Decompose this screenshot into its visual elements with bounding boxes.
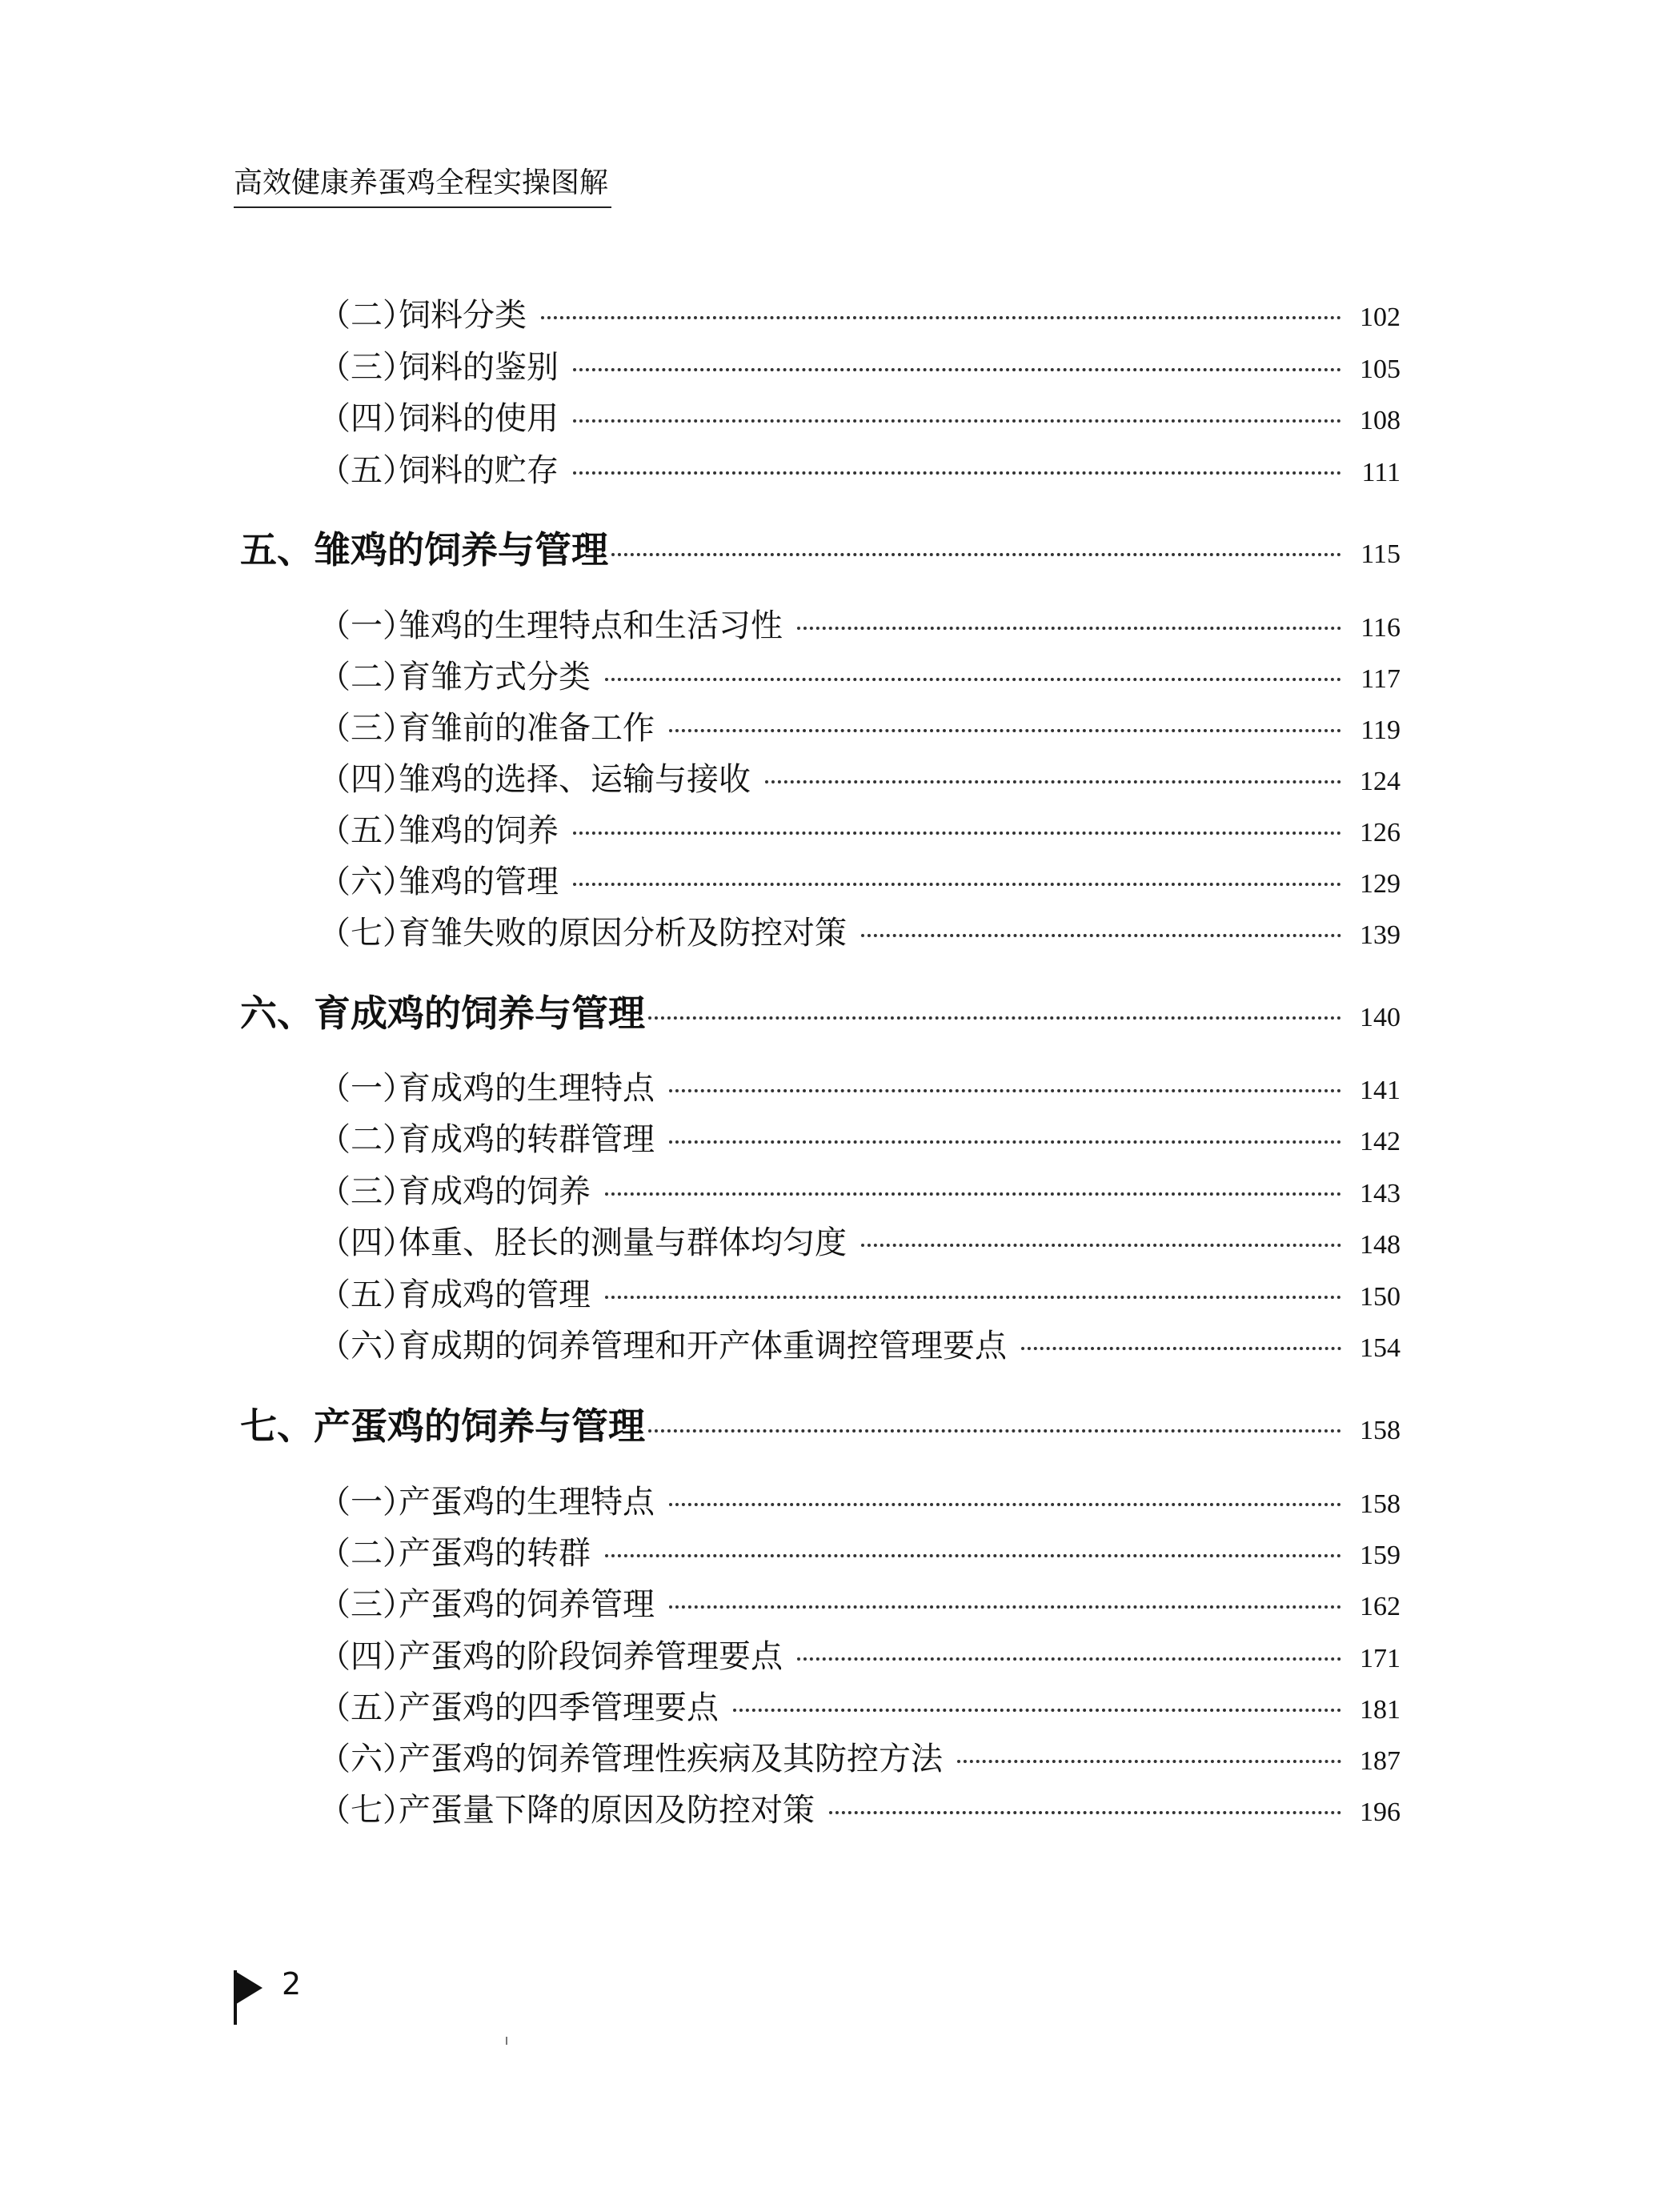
dot-leader (573, 419, 1341, 423)
dot-leader (573, 832, 1341, 835)
dot-leader (605, 1192, 1341, 1196)
toc-entry-number: （四） (319, 1224, 415, 1261)
print-mark (506, 2037, 507, 2045)
toc-entry-page: 162 (1360, 1592, 1401, 1621)
dot-leader (573, 368, 1341, 371)
dot-leader (669, 729, 1341, 732)
toc-entry-page: 187 (1360, 1746, 1401, 1776)
dot-leader (648, 1429, 1341, 1433)
toc-entry-title: 雏鸡的选择、运输与接收 (399, 761, 751, 798)
toc-entry-title: 产蛋鸡的阶段饲养管理要点 (399, 1638, 783, 1675)
toc-section-entry (319, 1477, 1401, 1522)
dot-leader (669, 1605, 1341, 1609)
dot-leader (797, 1657, 1341, 1661)
toc-entry-title: 产蛋鸡的饲养管理性疾病及其防控方法 (399, 1741, 943, 1777)
toc-entry-title: 六、育成鸡的饲养与管理 (240, 992, 645, 1035)
toc-section-entry (319, 1785, 1401, 1830)
toc-entry-title: 七、产蛋鸡的饲养与管理 (240, 1405, 645, 1448)
toc-entry-number: （一） (319, 607, 415, 644)
toc-entry-page: 105 (1360, 355, 1401, 384)
toc-section-entry (319, 1579, 1401, 1625)
toc-entry-number: （四） (319, 761, 415, 798)
toc-section-entry (319, 1631, 1401, 1677)
toc-section-entry (319, 754, 1401, 799)
toc-entry-number: （二） (319, 1121, 415, 1158)
toc-entry-page: 119 (1360, 715, 1401, 745)
toc-entry-number: （三） (319, 1173, 415, 1210)
toc-entry-title: 产蛋量下降的原因及防控对策 (399, 1792, 815, 1829)
dot-leader (829, 1811, 1341, 1814)
toc-entry-page: 148 (1360, 1230, 1401, 1260)
toc-section-entry (319, 805, 1401, 851)
dot-leader (861, 1244, 1341, 1247)
dot-leader (733, 1709, 1341, 1712)
toc-entry-page: 142 (1360, 1127, 1401, 1156)
toc-section-entry (319, 651, 1401, 697)
toc-entry-title: 育雏方式分类 (399, 659, 591, 695)
toc-entry-number: （五） (319, 452, 415, 489)
toc-entry-number: （二） (319, 659, 415, 695)
toc-entry-number: （五） (319, 1276, 415, 1313)
dot-leader (648, 1016, 1341, 1020)
dot-leader (765, 780, 1341, 783)
toc-entry-title: 产蛋鸡的生理特点 (399, 1484, 655, 1521)
toc-entry-title: 育成期的饲养管理和开产体重调控管理要点 (399, 1328, 1007, 1364)
toc-entry-page: 124 (1360, 767, 1401, 796)
toc-entry-title: 饲料的贮存 (399, 452, 559, 489)
toc-section-entry (319, 703, 1401, 748)
toc-entry-title: 产蛋鸡的饲养管理 (399, 1586, 655, 1623)
toc-section-entry (319, 1166, 1401, 1212)
toc-entry-number: （三） (319, 1586, 415, 1623)
toc-entry-title: 饲料的使用 (399, 400, 559, 437)
toc-section-entry (319, 290, 1401, 335)
toc-entry-title: 育雏前的准备工作 (399, 710, 655, 747)
toc-entry-number: （五） (319, 812, 415, 849)
dot-leader (861, 934, 1341, 937)
toc-section-entry (319, 908, 1401, 953)
toc-section-entry (319, 1217, 1401, 1263)
toc-entry-page: 111 (1361, 458, 1401, 487)
toc-section-entry (319, 1733, 1401, 1779)
toc-entry-page: 108 (1360, 406, 1401, 435)
toc-entry-number: （五） (319, 1689, 415, 1726)
toc-entry-title: 五、雏鸡的饲养与管理 (240, 528, 608, 571)
toc-entry-page: 158 (1360, 1416, 1401, 1445)
toc-entry-number: （六） (319, 864, 415, 900)
toc-entry-number: （三） (319, 349, 415, 386)
toc-entry-page: 143 (1360, 1179, 1401, 1208)
dot-leader (605, 1296, 1341, 1299)
toc-entry-title: 产蛋鸡的转群 (399, 1535, 591, 1572)
toc-entry-number: （一） (319, 1484, 415, 1521)
toc-entry-number: （六） (319, 1741, 415, 1777)
toc-entry-page: 139 (1360, 920, 1401, 950)
toc-entry-title: 饲料分类 (399, 297, 527, 334)
toc-entry-title: 育成鸡的转群管理 (399, 1121, 655, 1158)
toc-section-entry (319, 600, 1401, 646)
toc-entry-title: 育成鸡的管理 (399, 1276, 591, 1313)
toc-entry-page: 140 (1360, 1003, 1401, 1032)
toc-entry-number: （四） (319, 1638, 415, 1675)
toc-chapter-entry (240, 1397, 1401, 1450)
running-head: 高效健康养蛋鸡全程实操图解 (234, 163, 611, 208)
dot-leader (669, 1503, 1341, 1506)
toc-entry-number: （三） (319, 710, 415, 747)
toc-entry-title: 育成鸡的饲养 (399, 1173, 591, 1210)
toc-entry-page: 181 (1360, 1695, 1401, 1725)
toc-entry-page: 126 (1360, 818, 1401, 848)
toc-entry-page: 196 (1360, 1797, 1401, 1827)
toc-entry-page: 102 (1360, 303, 1401, 332)
dot-leader (611, 553, 1341, 556)
toc-entry-title: 雏鸡的管理 (399, 864, 559, 900)
page-footer (234, 1966, 302, 2006)
toc-entry-number: （二） (319, 297, 415, 334)
toc-entry-number: （七） (319, 915, 415, 952)
toc-section-entry (319, 1063, 1401, 1108)
toc-entry-number: （六） (319, 1328, 415, 1364)
toc-entry-page: 129 (1360, 869, 1401, 899)
toc-section-entry (319, 445, 1401, 491)
toc-entry-page: 141 (1360, 1076, 1401, 1105)
toc-entry-page: 115 (1360, 539, 1401, 569)
dot-leader (957, 1760, 1341, 1763)
dot-leader (605, 678, 1341, 681)
toc-entry-page: 171 (1360, 1644, 1401, 1673)
toc-entry-title: 雏鸡的饲养 (399, 812, 559, 849)
toc-entry-number: （一） (319, 1070, 415, 1107)
toc-entry-page: 154 (1360, 1333, 1401, 1363)
toc-chapter-entry (240, 984, 1401, 1037)
toc-section-entry (319, 1682, 1401, 1728)
toc-entry-title: 饲料的鉴别 (399, 349, 559, 386)
toc-entry-page: 117 (1360, 664, 1401, 694)
toc-chapter-entry (240, 521, 1401, 574)
toc-section-entry (319, 1114, 1401, 1160)
toc-section-entry (319, 393, 1401, 439)
toc-section-entry (319, 1320, 1401, 1366)
flag-icon (234, 1970, 262, 2006)
toc-section-entry (319, 1269, 1401, 1315)
dot-leader (573, 471, 1341, 475)
dot-leader (573, 883, 1341, 886)
toc-entry-number: （四） (319, 400, 415, 437)
toc-entry-title: 体重、胫长的测量与群体均匀度 (399, 1224, 847, 1261)
toc-entry-page: 150 (1360, 1282, 1401, 1312)
dot-leader (1021, 1347, 1341, 1350)
toc-entry-number: （二） (319, 1535, 415, 1572)
toc-section-entry (319, 342, 1401, 387)
toc-entry-title: 雏鸡的生理特点和生活习性 (399, 607, 783, 644)
page-number: 2 (282, 1966, 302, 2002)
dot-leader (669, 1140, 1341, 1144)
toc-section-entry (319, 856, 1401, 902)
dot-leader (669, 1089, 1341, 1092)
toc-section-entry (319, 1528, 1401, 1573)
dot-leader (541, 316, 1341, 319)
toc-entry-page: 116 (1360, 613, 1401, 643)
toc-entry-title: 育雏失败的原因分析及防控对策 (399, 915, 847, 952)
dot-leader (797, 627, 1341, 630)
toc-entry-title: 育成鸡的生理特点 (399, 1070, 655, 1107)
toc-entry-page: 159 (1360, 1541, 1401, 1570)
toc-entry-number: （七） (319, 1792, 415, 1829)
toc-entry-title: 产蛋鸡的四季管理要点 (399, 1689, 719, 1726)
dot-leader (605, 1554, 1341, 1557)
toc-entry-page: 158 (1360, 1489, 1401, 1519)
